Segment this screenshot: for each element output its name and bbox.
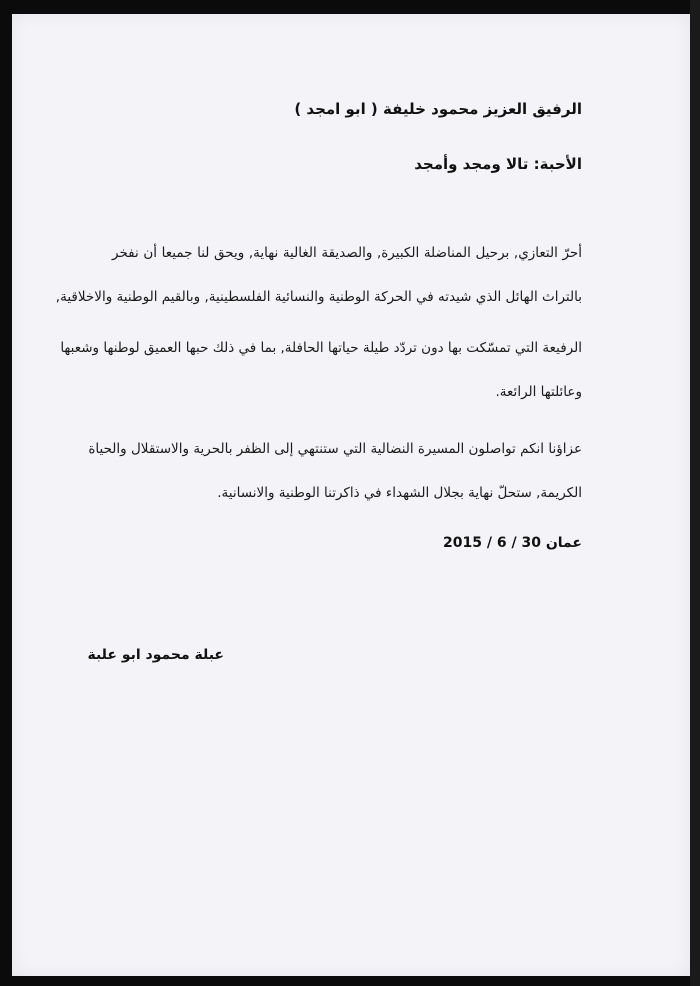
addressees-line: الأحبة: تالا ومجد وأمجد <box>414 155 582 173</box>
paragraph-solace <box>88 440 582 502</box>
letter-sheet <box>12 14 690 976</box>
salutation-line: الرفيق العزيز محمود خليفة ( ابو امجد ) <box>294 100 582 118</box>
paragraph-line: أحرّ التعازي, برحيل المناضلة الكبيرة, والصديقة الغالية نهاية, ويحق لنا جميعا أن نفخر <box>112 245 582 261</box>
signature-name: عبلة محمود ابو علبة <box>87 647 224 663</box>
paragraph-line: وعائلتها الرائعة. <box>495 384 582 400</box>
paragraph-values <box>60 339 582 401</box>
scanner-edge <box>690 0 700 986</box>
paragraph-line: الرفيعة التي تمسّكت بها دون تردّد طيلة حياتها الحافلة, بما في ذلك حبها العميق لوطنها وشعبها <box>60 340 582 356</box>
paragraph-line: عزاؤنا انكم تواصلون المسيرة النضالية التي ستنتهي إلى الظفر بالحرية والاستقلال والحياة <box>88 441 582 457</box>
paragraph-condolence <box>55 244 582 306</box>
paragraph-line: بالتراث الهائل الذي شيدته في الحركة الوطنية والنسائية الفلسطينية, وبالقيم الوطنية والاخلاقية, <box>55 289 582 305</box>
place-date-line: عمان 30 / 6 / 2015 <box>443 535 582 551</box>
paragraph-line: الكريمة, ستحلّ نهاية بجلال الشهداء في ذاكرتنا الوطنية والانسانية. <box>217 485 582 501</box>
